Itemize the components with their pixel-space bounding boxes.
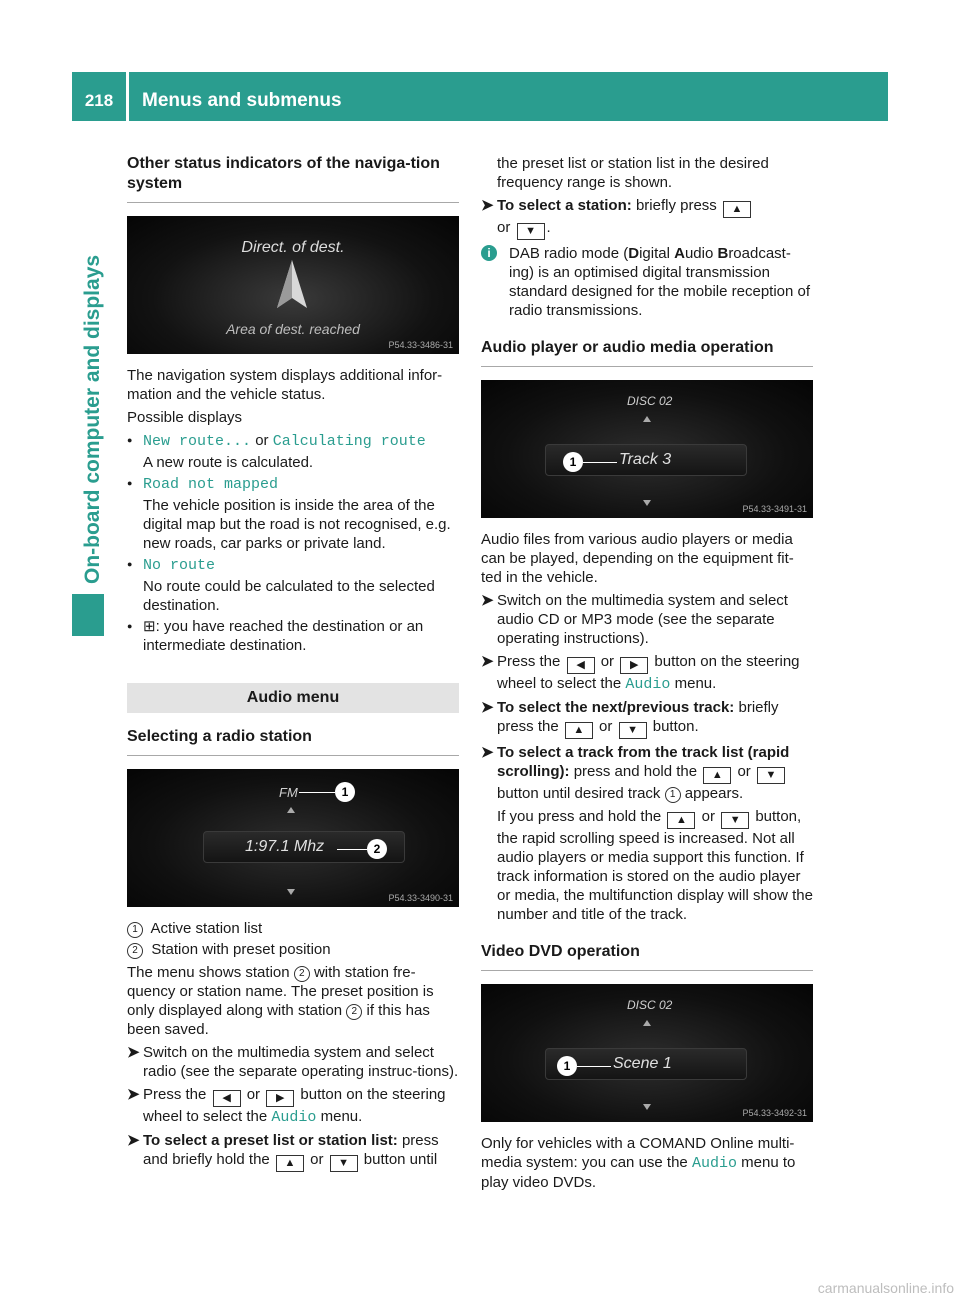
step: ➤ Switch on the multimedia system and select audio CD or MP3 mode (see the separate operating instructions).: [481, 592, 788, 647]
up-key-icon: ▲: [667, 812, 695, 829]
step-arrow-icon: ➤: [127, 1132, 140, 1149]
step-note: If you press and hold the ▲ or ▼ button, the rapid scrolling speed is increased. Not all audio players or media support this function. If track information is stored on the audio player or media, the multifunction display will show the number and title of the track.: [497, 808, 813, 923]
nav-intro: The navigation system displays additional infor-mation and the vehicle status.: [127, 367, 443, 403]
radio-heading: Selecting a radio station: [127, 727, 459, 756]
scroll-up-icon: [643, 1020, 651, 1026]
video-intro: Only for vehicles with a COMAND Online multi-media system: you can use the Audio menu to play video DVDs.: [481, 1135, 796, 1191]
list-item: [127, 555, 459, 575]
watermark: carmanualsonline.info: [817, 1280, 954, 1296]
audio-screen-image: [481, 380, 813, 518]
info-icon: i: [481, 245, 497, 261]
menu-code: Audio: [691, 1155, 737, 1172]
up-key-icon: ▲: [276, 1155, 304, 1172]
header-divider: [126, 72, 129, 121]
status-code: Road not mapped: [143, 476, 279, 493]
scroll-down-icon: [287, 889, 295, 895]
list-item-desc: The vehicle position is inside the area of the digital map but the road is not recognised, e.g. new roads, car parks or private land.: [143, 497, 451, 552]
scroll-up-icon: [287, 807, 295, 813]
image-ref: P54.33-3486-31: [388, 340, 453, 350]
audio-heading: Audio player or audio media operation: [481, 338, 813, 367]
image-ref: P54.33-3492-31: [742, 1108, 807, 1118]
right-column: [481, 154, 813, 1196]
up-key-icon: ▲: [565, 722, 593, 739]
step-arrow-icon: ➤: [127, 1086, 140, 1103]
info-note: i DAB radio mode (Digital Audio Broadcast-ing) is an optimised digital transmission standard designed for the mobile reception of radio transmissions.: [481, 244, 813, 320]
left-key-icon: ◀: [213, 1090, 241, 1107]
menu-code: Audio: [625, 676, 671, 693]
step: ➤ To select a preset list or station list: press and briefly hold the ▲ or ▼ button until: [127, 1131, 459, 1172]
down-key-icon: ▼: [619, 722, 647, 739]
legend-item: 1 Active station list: [127, 919, 459, 938]
radio-band: FM: [279, 785, 298, 800]
list-item: [127, 617, 459, 655]
down-key-icon: ▼: [517, 223, 545, 240]
down-key-icon: ▼: [330, 1155, 358, 1172]
up-key-icon: ▲: [703, 767, 731, 784]
step: ➤ To select a station: briefly press ▲ or ▼ .: [481, 196, 813, 240]
header-title: Menus and submenus: [142, 90, 342, 111]
audio-intro: Audio files from various audio players or media can be played, depending on the equipment fit-ted in the vehicle.: [481, 531, 794, 586]
step: ➤ Press the ◀ or ▶ button on the steering wheel to select the Audio menu.: [481, 653, 800, 693]
nav-screen-line1: Direct. of dest.: [241, 239, 345, 256]
right-key-icon: ▶: [266, 1090, 294, 1107]
scroll-down-icon: [643, 500, 651, 506]
callout-1: 1: [557, 1056, 577, 1076]
scene-title: Scene 1: [613, 1055, 672, 1072]
callout-2: 2: [367, 839, 387, 859]
up-key-icon: ▲: [723, 201, 751, 218]
destination-flag-text: ⊞: you have reached the destination or an intermediate destination.: [143, 618, 424, 654]
scroll-down-icon: [643, 1104, 651, 1110]
disc-label: DISC 02: [627, 998, 673, 1012]
status-code: No route: [143, 557, 216, 574]
status-code: New route...: [143, 433, 252, 450]
disc-label: DISC 02: [627, 394, 673, 408]
nav-screen-image: [127, 216, 459, 354]
possible-displays: Possible displays: [127, 409, 243, 426]
track-title: Track 3: [619, 451, 672, 468]
audio-menu-heading: Audio menu: [127, 683, 459, 713]
side-tab-marker: [72, 594, 104, 636]
step: ➤ To select the next/previous track: briefly press the ▲ or ▼ button.: [481, 698, 813, 739]
direction-arrow-icon: [277, 260, 307, 308]
step-arrow-icon: ➤: [481, 197, 494, 214]
step-arrow-icon: ➤: [481, 699, 494, 716]
step-arrow-icon: ➤: [481, 744, 494, 761]
radio-screen-image: [127, 769, 459, 907]
step-arrow-icon: ➤: [481, 592, 494, 609]
step-arrow-icon: ➤: [481, 653, 494, 670]
step: ➤ Switch on the multimedia system and select radio (see the separate operating instruc-tions).: [127, 1044, 459, 1080]
image-ref: P54.33-3491-31: [742, 504, 807, 514]
callout-1: 1: [563, 452, 583, 472]
step: ➤ Press the ◀ or ▶ button on the steering wheel to select the Audio menu.: [127, 1086, 446, 1126]
down-key-icon: ▼: [757, 767, 785, 784]
nav-screen-line2: Area of dest. reached: [226, 321, 360, 337]
side-tab-label: On-board computer and displays: [81, 254, 104, 584]
list-item: ● New route... or Calculating route: [127, 431, 459, 451]
video-screen-image: [481, 984, 813, 1122]
video-heading: Video DVD operation: [481, 942, 813, 971]
image-ref: P54.33-3490-31: [388, 893, 453, 903]
status-code: Calculating route: [272, 433, 426, 450]
continued-text: the preset list or station list in the desired frequency range is shown.: [497, 155, 769, 191]
radio-frequency: 1:97.1 Mhz: [245, 838, 325, 855]
legend-item: 2 Station with preset position: [127, 940, 459, 959]
down-key-icon: ▼: [721, 812, 749, 829]
list-item-desc: No route could be calculated to the selected destination.: [143, 578, 435, 614]
left-key-icon: ◀: [567, 657, 595, 674]
callout-1: 1: [335, 782, 355, 802]
list-item: [127, 474, 459, 494]
status-heading: Other status indicators of the naviga-tion system: [127, 154, 459, 203]
menu-code: Audio: [271, 1109, 317, 1126]
step-arrow-icon: ➤: [127, 1044, 140, 1061]
right-key-icon: ▶: [620, 657, 648, 674]
left-column: [127, 154, 459, 1176]
list-item-desc: A new route is calculated.: [143, 454, 314, 471]
menu-shows-paragraph: The menu shows station 2 with station fre-quency or station name. The preset position is only displayed along with station 2 if this has been saved.: [127, 964, 434, 1038]
step: ➤ To select a track from the track list (rapid scrolling): press and hold the ▲ or ▼ button until desired track 1 appears.: [481, 744, 790, 802]
scroll-up-icon: [643, 416, 651, 422]
page-number: 218: [84, 91, 114, 110]
